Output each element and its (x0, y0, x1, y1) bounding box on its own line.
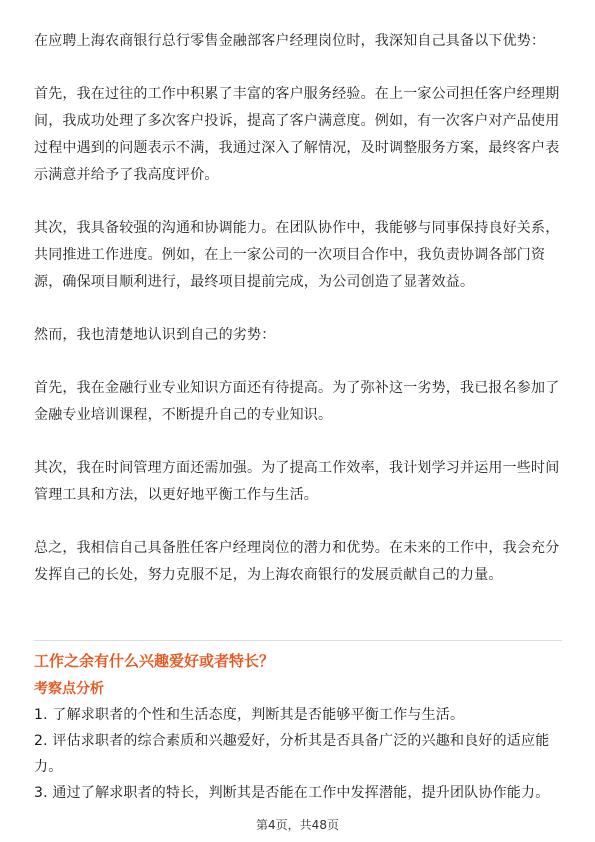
strength-paragraph-2: 其次，我具备较强的沟通和协调能力。在团队协作中，我能够与同事保持良好关系，共同推进工作进度。例如，在上一家公司的一次项目合作中，我负责协调各部门资源，确保项目顺利进行，最终项目提前完成，为公司创造了显著效益。 (34, 220, 560, 290)
conclusion-paragraph: 总之，我相信自己具备胜任客户经理岗位的潜力和优势。在未来的工作中，我会充分发挥自己的长处，努力克服不足，为上海农商银行的发展贡献自己的力量。 (34, 540, 560, 583)
page-number: 第4页，共48页 (256, 818, 339, 832)
weakness-intro-paragraph: 然而，我也清楚地认识到自己的劣势： (34, 327, 276, 343)
question-title: 工作之余有什么兴趣爱好或者特长？ (34, 652, 275, 670)
analysis-point-2: 2. 评估求职者的综合素质和兴趣爱好，分析其是否具备广泛的兴趣和良好的适应能力。 (34, 733, 550, 775)
analysis-point-3: 3. 通过了解求职者的特长，判断其是否能在工作中发挥潜能，提升团队协作能力。 (34, 785, 550, 801)
analysis-label: 考察点分析 (34, 681, 104, 697)
analysis-points (34, 702, 562, 806)
document-page (34, 28, 562, 589)
section-divider (34, 640, 562, 641)
intro-paragraph: 在应聘上海农商银行总行零售金融部客户经理岗位时，我深知自己具备以下优势： (34, 33, 546, 49)
analysis-point-1: 1. 了解求职者的个性和生活态度，判断其是否能够平衡工作与生活。 (34, 707, 465, 723)
weakness-paragraph-1: 首先，我在金融行业专业知识方面还有待提高。为了弥补这一劣势，我已报名参加了金融专业培训课程，不断提升自己的专业知识。 (34, 380, 560, 423)
question-section (34, 648, 562, 806)
strength-paragraph-1: 首先，我在过往的工作中积累了丰富的客户服务经验。在上一家公司担任客户经理期间，我成功处理了多次客户投诉，提高了客户满意度。例如，有一次客户对产品使用过程中遇到的问题表示不满，我通过深入了解情况，及时调整服务方案，最终客户表示满意并给予了我高度评价。 (34, 86, 560, 183)
weakness-paragraph-2: 其次，我在时间管理方面还需加强。为了提高工作效率，我计划学习并运用一些时间管理工具和方法，以更好地平衡工作与生活。 (34, 460, 560, 503)
